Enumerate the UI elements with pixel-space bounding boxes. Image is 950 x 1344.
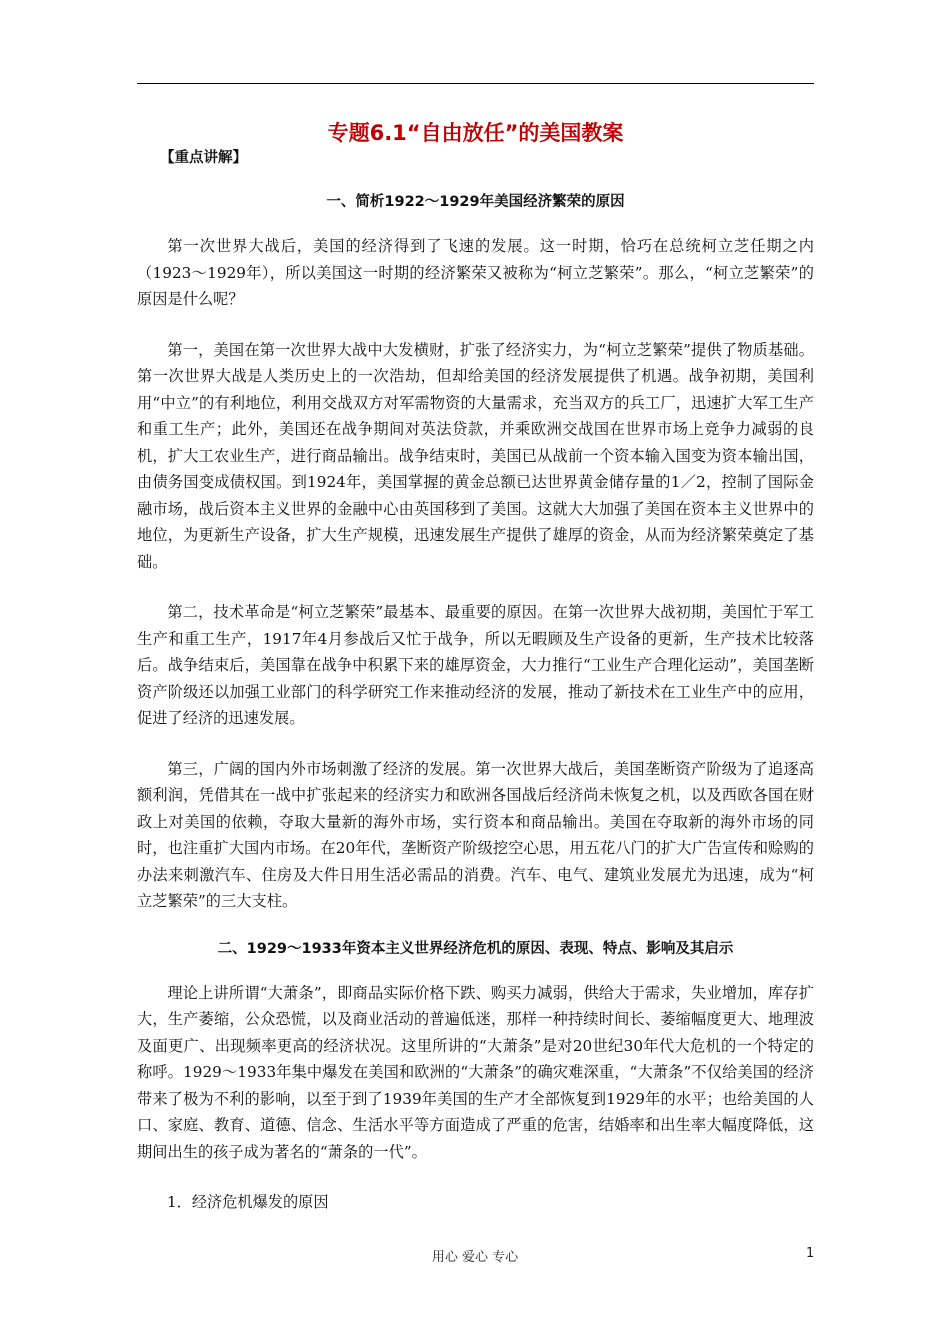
- section-2-subheading: 1．经济危机爆发的原因: [167, 1193, 329, 1211]
- section-1-paragraph-3: 第二，技术革命是“柯立芝繁荣”最基本、最重要的原因。在第一次世界大战初期，美国忙于军工生产和重工生产，1917年4月参战后又忙于战争，所以无暇顾及生产设备的更新，生产技术比较落后。战争结束后，美国靠在战争中积累下来的雄厚资金，大力推行“工业生产合理化运动”，美国垄断资产阶级还以加强工业部门的科学研究工作来推动经济的发展，推动了新技术在工业生产中的应用，促进了经济的迅速发展。: [137, 603, 814, 727]
- section-2-heading: 二、1929～1933年资本主义世界经济危机的原因、表现、特点、影响及其启示: [217, 940, 734, 957]
- document-title: 专题6.1“自由放任”的美国教案: [327, 121, 624, 145]
- section-1-paragraph-4: 第三，广阔的国内外市场刺激了经济的发展。第一次世界大战后，美国垄断资产阶级为了追逐高额利润，凭借其在一战中扩张起来的经济实力和欧洲各国战后经济尚未恢复之机，以及西欧各国在财政上对美国的依赖，夺取大量新的海外市场，实行资本和商品输出。美国在夺取新的海外市场的同时，也注重扩大国内市场。在20年代，垄断资产阶级挖空心思，用五花八门的扩大广告宣传和赊购的办法来刺激汽车、住房及大件日用生活必需品的消费。汽车、电气、建筑业发展尤为迅速，成为“柯立芝繁荣”的三大支柱。: [137, 759, 814, 910]
- page-footer: [0, 1246, 950, 1268]
- document-body: [137, 118, 814, 1216]
- footer-slogan: 用心 爱心 专心: [431, 1250, 519, 1265]
- key-points-label: 【重点讲解】: [160, 150, 247, 166]
- page-number: 1: [806, 1246, 815, 1261]
- header-rule: [137, 83, 814, 84]
- section-1-heading: 一、简析1922～1929年美国经济繁荣的原因: [326, 194, 625, 210]
- section-1-paragraph-1: 第一次世界大战后，美国的经济得到了飞速的发展。这一时期，恰巧在总统柯立芝任期之内（1923～1929年），所以美国这一时期的经济繁荣又被称为“柯立芝繁荣”。那么，“柯立芝繁荣”的原因是什么呢？: [137, 237, 814, 308]
- section-1-paragraph-2: 第一，美国在第一次世界大战中大发横财，扩张了经济实力，为“柯立芝繁荣”提供了物质基础。第一次世界大战是人类历史上的一次浩劫，但却给美国的经济发展提供了机遇。战争初期，美国利用“中立”的有利地位，利用交战双方对军需物资的大量需求，充当双方的兵工厂，迅速扩大军工生产和重工生产；此外，美国还在战争期间对英法贷款，并乘欧洲交战国在世界市场上竞争力减弱的良机，扩大工农业生产，进行商品输出。战争结束时，美国已从战前一个资本输入国变为资本输出国，由债务国变成债权国。到1924年，美国掌握的黄金总额已达世界黄金储存量的1／2，控制了国际金融市场，战后资本主义世界的金融中心由英国移到了美国。这就大大加强了美国在资本主义世界中的地位，为更新生产设备，扩大生产规模，迅速发展生产提供了雄厚的资金，从而为经济繁荣奠定了基础。: [137, 340, 814, 571]
- section-2-paragraph-1: 理论上讲所谓“大萧条”，即商品实际价格下跌、购买力减弱，供给大于需求，失业增加，库存扩大，生产萎缩，公众恐慌，以及商业活动的普遍低迷，那样一种持续时间长、萎缩幅度更大、地理波及面更广、出现频率更高的经济状况。这里所讲的“大萧条”是对20世纪30年代大危机的一个特定的称呼。1929～1933年集中爆发在美国和欧洲的“大萧条”的确灾难深重，“大萧条”不仅给美国的经济带来了极为不利的影响，以至于到了1939年美国的生产才全部恢复到1929年的水平；也给美国的人口、家庭、教育、道德、信念、生活水平等方面造成了严重的危害，结婚率和出生率大幅度降低，这期间出生的孩子成为著名的“萧条的一代”。: [137, 983, 814, 1161]
